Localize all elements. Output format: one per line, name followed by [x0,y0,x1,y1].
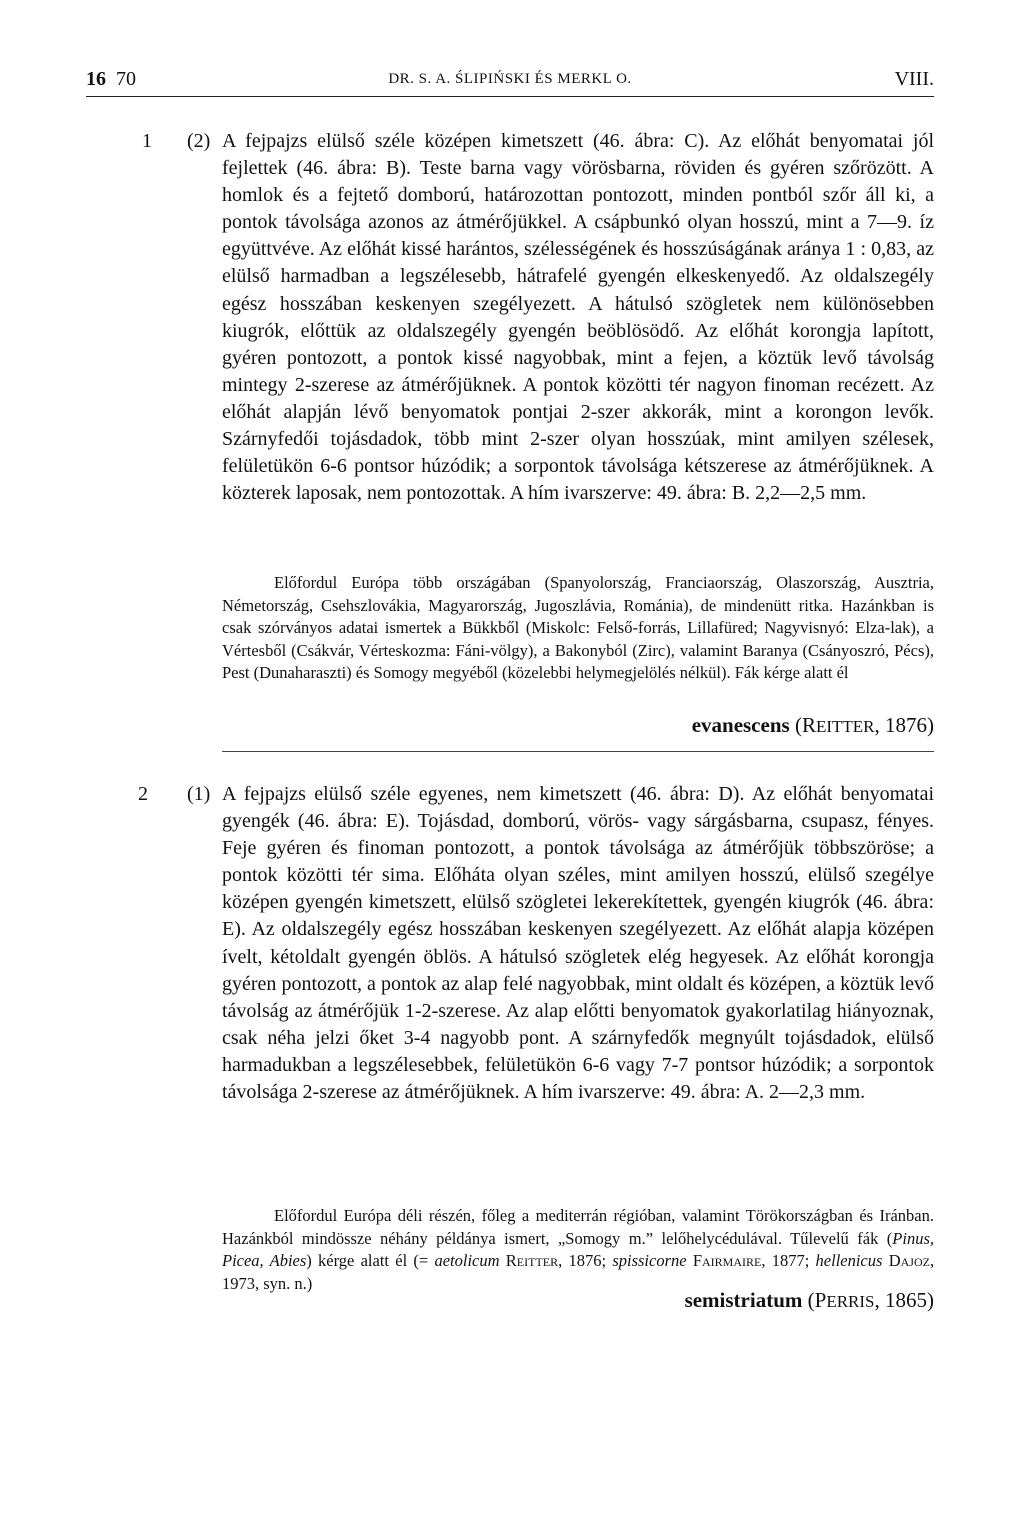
taxon-label: semistriatum (PERRIS, 1865) [684,1288,934,1312]
synonym-author: Dajoz [888,1251,930,1270]
synonym-name: spissicorne [612,1251,687,1270]
page-number: 16 70 [86,68,136,90]
key-entry-1 [86,128,934,507]
key-back-reference: (2) [187,130,211,152]
taxon-author-rest: ERRIS [826,1292,875,1311]
distribution-note: Előfordul Európa több országában (Spanyolország, Franciaország, Olaszország, Ausztria, Németország, Csehszlovákia, Magyarország, Jugoszlávia, Románia), de mindenütt ritka. Hazánkban is csak szórványos adatai ismertek a Bükkből (Miskolc: Felső-forrás, Lillafüred; Nagyvisnyó: Elza-lak), a Vértesből (Csákvár, Vérteskozma: Fáni-völgy), a Bakonyból (Zirc), valamint Baranya (Csányoszró, Pécs), Pest (Dunaharaszti) és Somogy megyéből (közelebbi helymegjelölés nélkül). Fák kérge alatt él [222,573,934,682]
synonym-author: Fairmaire [692,1251,762,1270]
taxon-author-rest: EITTER [815,717,875,736]
synonym-name: aetolicum [434,1251,500,1270]
key-description: A fejpajzs elülső széle középen kimetszett (46. ábra: C). Az előhát benyomatai jól fejlettek (46. ábra: B). Teste barna vagy vörösbarna, röviden és gyéren szőrözött. A homlok és a fejtető domború, határozottan pontozott, minden pontból szőr áll ki, a pontok távolsága azonos az átmérőjükkel. A csápbunkó olyan hosszú, mint a 7—9. íz együttvéve. Az előhát kissé harántos, szélességének és hosszúságának aránya 1 : 0,83, az elülső harmadban a legszélesebb, hátrafelé gyengén elkeskenyedő. Az oldalszegély egész hosszában keskenyen szegélyezett. A hátulsó szögletek nem különösebben kiugrók, előttük az oldalszegély gyengén beöblösödő. Az előhát korongja lapított, gyéren pontozott, a pontok kissé nagyobbak, mint a fejen, a köztük levő távolság mintegy 2-szerese az átmérőjüknek. A pontok közötti tér nagyon finoman recézett. Az előhát alapján lévő benyomatok pontjai 2-szer akkorák, mint a korongon levők. Szárnyfedői tojásdadok, több mint 2-szer olyan hosszúak, mint amilyen szélesek, felületükön 6-6 pontsor húzódik; a sorpontok távolsága kétszerese az átmérőjüknek. A közterek laposak, nem pontozottak. A hím ivarszerve: 49. ábra: B. 2,2—2,5 mm. [222,130,934,505]
section-number: VIII. [894,68,934,90]
key-entry-2 [86,781,934,1106]
taxon-year: , 1876) [874,713,934,737]
key-back-reference: (1) [187,783,211,805]
synonym-author: Reitter [505,1251,559,1270]
distribution-note: Előfordul Európa déli részén, főleg a mediterrán régióban, valamint Törökországban és Iránban. Hazánkból mindössze néhány példánya ismert, „Somogy m.” lelőhelycédulával. Tűlevelű fák (Pinus, Picea, Abies) kérge alatt él (= aetolicum Reitter, 1876; spissicorne Fairmaire, 1877; hellenicus Dajoz, 1973, syn. n.) [222,1206,935,1293]
taxon-species: semistriatum [684,1288,803,1312]
taxon-label: evanescens (REITTER, 1876) [691,713,934,737]
key-number: 1 [142,130,152,152]
separator-rule [222,751,934,752]
running-head-authors: DR. S. A. ŚLIPIŃSKI ÉS MERKL O. [388,71,632,87]
key-description: A fejpajzs elülső széle egyenes, nem kimetszett (46. ábra: D). Az előhát benyomatai gyengék (46. ábra: E). Tojásdad, domború, vörös- vagy sárgásbarna, csupasz, fényes. Feje gyéren és finoman pontozott, a pontok távolsága az átmérőjük többszöröse; a pontok közötti tér sima. Előháta olyan széles, mint amilyen hosszú, elülső szegélye középen gyengén kimetszett, elülső szögletei lekerekítettek, gyengén kiugrók (46. ábra: E). Az oldalszegély egész hosszában keskenyen szegélyezett. Az előhát alapja középen ívelt, kétoldalt gyengén öblös. A hátulsó szögletek elég hegyesek. Az előhát korongja gyéren pontozott, a pontok az alap felé nagyobbak, mint oldalt és középen, a köztük levő távolság az átmérőjük 1-2-szerese. Az alap előtti benyomatok gyakorlatilag hiányoznak, csak néha jelzi őket 3-4 nagyobb pont. A szárnyfedők megnyúlt tojásdadok, elülső harmadukban a legszélesebbek, felületükön 6-6 vagy 7-7 pontsor húzódik; a sorpontok távolsága 2-szerese az átmérőjüknek. A hím ivarszerve: 49. ábra: A. 2—2,3 mm. [222,783,934,1104]
taxon-year: , 1865) [874,1288,934,1312]
running-header [86,66,934,97]
taxon-author-initial: P [814,1288,827,1312]
taxon-author-initial: R [801,713,816,737]
key-number: 2 [138,783,148,805]
genera-list: Pinus, Picea, Abies [222,1228,934,1270]
taxon-species: evanescens [691,713,790,737]
synonym-name: hellenicus [815,1251,883,1270]
